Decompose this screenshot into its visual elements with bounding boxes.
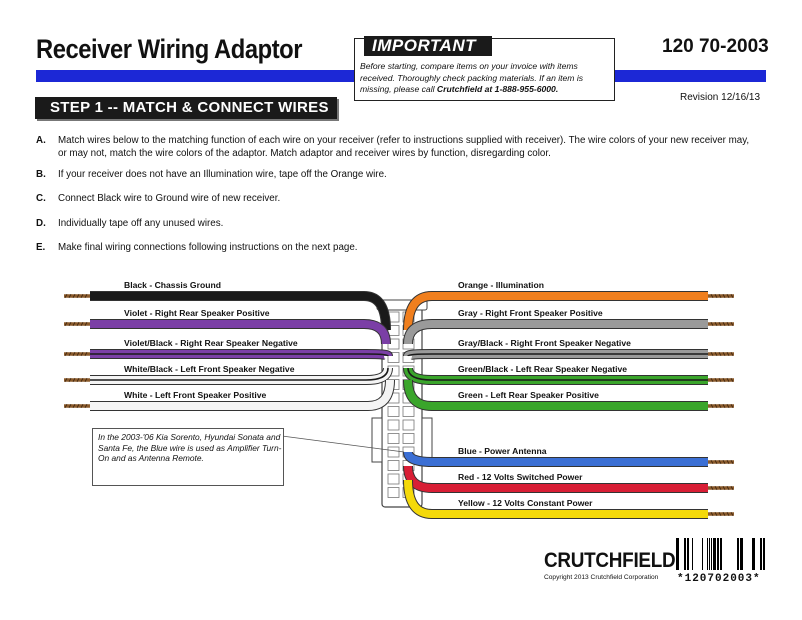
connector-pin — [388, 488, 399, 498]
instruction-text: Make final wiring connections following instructions on the next page. — [58, 242, 358, 253]
connector-pin — [403, 407, 414, 417]
instruction-c — [36, 192, 756, 205]
important-text-body: Before starting, compare items on your invoice with items received. Thoroughly check packing materials. If an item is missing, please call — [360, 61, 584, 94]
instruction-letter: D. — [36, 218, 46, 229]
wire-label-white-black-left-front-speaker-negative: White/Black - Left Front Speaker Negative — [124, 364, 295, 374]
connector-pin — [388, 474, 399, 484]
instruction-d — [36, 217, 756, 230]
step-title: STEP 1 -- MATCH & CONNECT WIRES — [50, 99, 329, 116]
wire-label-yellow-12-volts-constant-power: Yellow - 12 Volts Constant Power — [458, 498, 593, 508]
important-label: IMPORTANT — [364, 36, 492, 56]
wire-label-gray-right-front-speaker-positive: Gray - Right Front Speaker Positive — [458, 308, 603, 318]
wire-label-gray-black-right-front-speaker-negative: Gray/Black - Right Front Speaker Negative — [458, 338, 631, 348]
note-text: In the 2003-'06 Kia Sorento, Hyundai Sonata and Santa Fe, the Blue wire is used as Amplifier Turn-On and as Antenna Remote. — [98, 432, 282, 464]
wiring-diagram — [0, 265, 802, 530]
instruction-text: Individually tape off any unused wires. — [58, 218, 224, 229]
important-text — [360, 61, 612, 96]
connector-pin — [388, 461, 399, 471]
instruction-text: Connect Black wire to Ground wire of new receiver. — [58, 193, 281, 204]
wire-label-black-chassis-ground: Black - Chassis Ground — [124, 280, 221, 290]
copyright: Copyright 2013 Crutchfield Corporation — [544, 574, 659, 581]
instruction-text: Match wires below to the matching function of each wire on your receiver (refer to instructions supplied with receiver). The wire colors of your new receiver may, or may not, match the wire colors of the adaptor. Match adaptor and receiver wires by function, disregarding color. — [58, 135, 750, 159]
wire-label-green-black-left-rear-speaker-negative: Green/Black - Left Rear Speaker Negative — [458, 364, 628, 374]
wire-violet-black-right-rear-speaker-negative — [90, 354, 388, 356]
important-phone: Crutchfield at 1-888-955-6000. — [436, 84, 559, 94]
revision-date: Revision 12/16/13 — [680, 92, 761, 103]
wire-label-green-left-rear-speaker-positive: Green - Left Rear Speaker Positive — [458, 390, 599, 400]
part-number: 120 70-2003 — [662, 36, 769, 57]
instruction-text: If your receiver does not have an Illumination wire, tape off the Orange wire. — [58, 169, 387, 180]
wire-label-white-left-front-speaker-positive: White - Left Front Speaker Positive — [124, 390, 267, 400]
connector-pin — [388, 447, 399, 457]
barcode-number: *120702003* — [677, 573, 761, 585]
instruction-letter: C. — [36, 193, 46, 204]
brand-logo: CRUTCHFIELD — [544, 549, 676, 572]
connector-pin — [403, 434, 414, 444]
instruction-letter: E. — [36, 242, 46, 253]
page-title: Receiver Wiring Adaptor — [36, 34, 303, 64]
instruction-a — [36, 134, 756, 160]
instruction-e — [36, 241, 756, 254]
wire-blue-power-antenna — [408, 452, 708, 462]
connector-pin — [388, 407, 399, 417]
instruction-letter: A. — [36, 135, 46, 146]
connector-pin — [388, 434, 399, 444]
connector-pin — [403, 420, 414, 430]
wire-label-blue-power-antenna: Blue - Power Antenna — [458, 446, 547, 456]
wire-label-orange-illumination: Orange - Illumination — [458, 280, 544, 290]
instruction-b — [36, 168, 756, 181]
wire-gray-black-right-front-speaker-negative — [408, 354, 708, 356]
wire-label-violet-right-rear-speaker-positive: Violet - Right Rear Speaker Positive — [124, 308, 270, 318]
instruction-letter: B. — [36, 169, 46, 180]
connector-pin — [388, 420, 399, 430]
wire-label-violet-black-right-rear-speaker-negative: Violet/Black - Right Rear Speaker Negative — [124, 338, 298, 348]
barcode — [676, 538, 768, 572]
wire-label-red-12-volts-switched-power: Red - 12 Volts Switched Power — [458, 472, 583, 482]
